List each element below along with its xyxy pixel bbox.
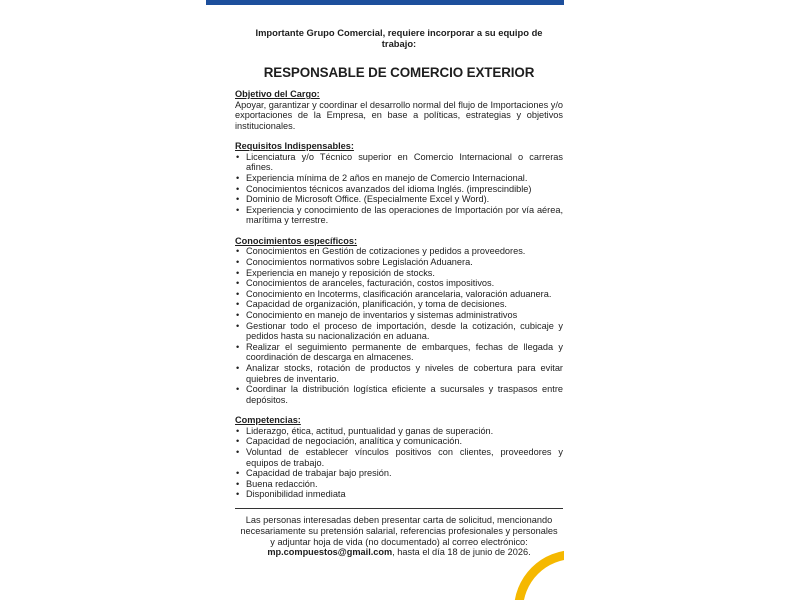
- section-divider: [235, 508, 563, 509]
- list-item: [235, 278, 563, 289]
- bullet-icon: •: [236, 299, 240, 310]
- list-item-text: Voluntad de establecer vínculos positivos con clientes, proveedores y equipos de trabajo.: [246, 447, 563, 468]
- list-item: [235, 489, 563, 500]
- bullet-icon: •: [236, 478, 240, 489]
- list-item: [235, 384, 563, 405]
- list-item-text: Licenciatura y/o Técnico superior en Comercio Internacional o carreras afines.: [246, 151, 563, 173]
- bullet-icon: •: [236, 246, 240, 257]
- bullet-icon: •: [236, 151, 240, 162]
- intro-text: Importante Grupo Comercial, requiere incorporar a su equipo de trabajo:: [255, 27, 543, 49]
- list-item: [235, 184, 563, 195]
- list-item: [235, 342, 563, 363]
- requirements-list: [235, 152, 563, 226]
- bullet-icon: •: [236, 278, 240, 289]
- knowledge-heading: Conocimientos específicos:: [235, 235, 358, 246]
- contact-email[interactable]: mp.compuestos@gmail.com: [267, 547, 393, 558]
- bullet-icon: •: [236, 341, 240, 352]
- knowledge-list: [235, 246, 563, 405]
- knowledge-section: [235, 236, 563, 405]
- list-item: [235, 436, 563, 447]
- list-item: [235, 173, 563, 184]
- bullet-icon: •: [236, 362, 240, 373]
- closing-text: [235, 515, 563, 558]
- bullet-icon: •: [236, 468, 240, 479]
- objective-text: Apoyar, garantizar y coordinar el desarrollo normal del flujo de Importaciones y/o exportaciones de la Empresa, en base a políticas, estrategias y objetivos institucionales.: [235, 99, 563, 131]
- list-item-text: Gestionar todo el proceso de importación, desde la cotización, cubicaje y pedidos hasta su nacionalización en aduana.: [246, 320, 563, 342]
- list-item-text: Coordinar la distribución logística eficiente a sucursales y traspasos entre depósitos.: [246, 384, 563, 405]
- list-item: [235, 299, 563, 310]
- bullet-icon: •: [236, 194, 240, 205]
- list-item-text: Realizar el seguimiento permanente de embarques, fechas de llegada y coordinación de descarga en almacenes.: [246, 341, 563, 363]
- list-item: [235, 205, 563, 226]
- bullet-icon: •: [236, 489, 240, 500]
- list-item: [235, 310, 563, 321]
- list-item-text: Analizar stocks, rotación de productos y niveles de cobertura para evitar quiebres de inventario.: [246, 362, 563, 384]
- bullet-icon: •: [236, 425, 240, 436]
- bullet-icon: •: [236, 172, 240, 183]
- list-item: [235, 257, 563, 268]
- list-item: [235, 246, 563, 257]
- bullet-icon: •: [236, 204, 240, 215]
- bullet-icon: •: [236, 310, 240, 320]
- bullet-icon: •: [236, 267, 240, 278]
- list-item-text: Experiencia y conocimiento de las operaciones de Importación por vía aérea, marítima y terrestre.: [246, 204, 563, 226]
- competencies-section: [235, 415, 563, 500]
- list-item-text: Conocimientos en Gestión de cotizaciones y pedidos a proveedores.: [246, 246, 526, 257]
- bullet-icon: •: [236, 447, 240, 458]
- list-item-text: Disponibilidad inmediata: [246, 489, 346, 500]
- list-item-text: Conocimiento en manejo de inventarios y sistemas administrativos: [246, 310, 518, 320]
- job-title: RESPONSABLE DE COMERCIO EXTERIOR: [263, 65, 535, 80]
- document-content: [235, 27, 563, 558]
- list-item: [235, 468, 563, 479]
- list-item-text: Liderazgo, ética, actitud, puntualidad y ganas de superación.: [246, 425, 494, 436]
- list-item: [235, 152, 563, 173]
- bullet-icon: •: [236, 183, 240, 194]
- bullet-icon: •: [236, 384, 240, 395]
- list-item: [235, 447, 563, 468]
- list-item: [235, 194, 563, 205]
- job-posting-document: [206, 0, 564, 600]
- closing-text-after: , hasta el día 18 de junio de 2026.: [392, 547, 531, 558]
- list-item-text: Capacidad de organización, planificación, y toma de decisiones.: [246, 299, 507, 310]
- list-item-text: Dominio de Microsoft Office. (Especialmente Excel y Word).: [246, 194, 490, 205]
- bullet-icon: •: [236, 320, 240, 331]
- bullet-icon: •: [236, 288, 240, 299]
- requirements-section: [235, 141, 563, 226]
- top-accent-bar: [206, 0, 564, 5]
- competencies-heading: Competencias:: [235, 415, 301, 426]
- list-item-text: Conocimientos técnicos avanzados del idioma Inglés. (imprescindible): [246, 183, 532, 194]
- list-item: [235, 268, 563, 279]
- list-item-text: Capacidad de negociación, analítica y comunicación.: [246, 436, 463, 447]
- objective-heading: Objetivo del Cargo:: [235, 89, 320, 99]
- list-item-text: Experiencia en manejo y reposición de stocks.: [246, 267, 435, 278]
- objective-section: [235, 89, 563, 131]
- list-item: [235, 426, 563, 437]
- bullet-icon: •: [236, 257, 240, 268]
- competencies-list: [235, 426, 563, 500]
- list-item-text: Conocimientos de aranceles, facturación, costos impositivos.: [246, 278, 495, 289]
- list-item-text: Experiencia mínima de 2 años en manejo de Comercio Internacional.: [246, 172, 528, 183]
- bullet-icon: •: [236, 436, 240, 447]
- list-item: [235, 363, 563, 384]
- list-item-text: Buena redacción.: [246, 478, 318, 489]
- list-item-text: Capacidad de trabajar bajo presión.: [246, 468, 392, 479]
- list-item-text: Conocimiento en Incoterms, clasificación arancelaria, valoración aduanera.: [246, 288, 552, 299]
- list-item: [235, 289, 563, 300]
- list-item: [235, 479, 563, 490]
- list-item: [235, 321, 563, 342]
- list-item-text: Conocimientos normativos sobre Legislación Aduanera.: [246, 257, 473, 268]
- requirements-heading: Requisitos Indispensables:: [235, 141, 354, 152]
- closing-text-before: Las personas interesadas deben presentar carta de solicitud, mencionando necesariamente su pretensión salarial, referencias profesionales y personales y adjuntar hoja de vida (no documentado) al correo electrónico:: [240, 515, 558, 547]
